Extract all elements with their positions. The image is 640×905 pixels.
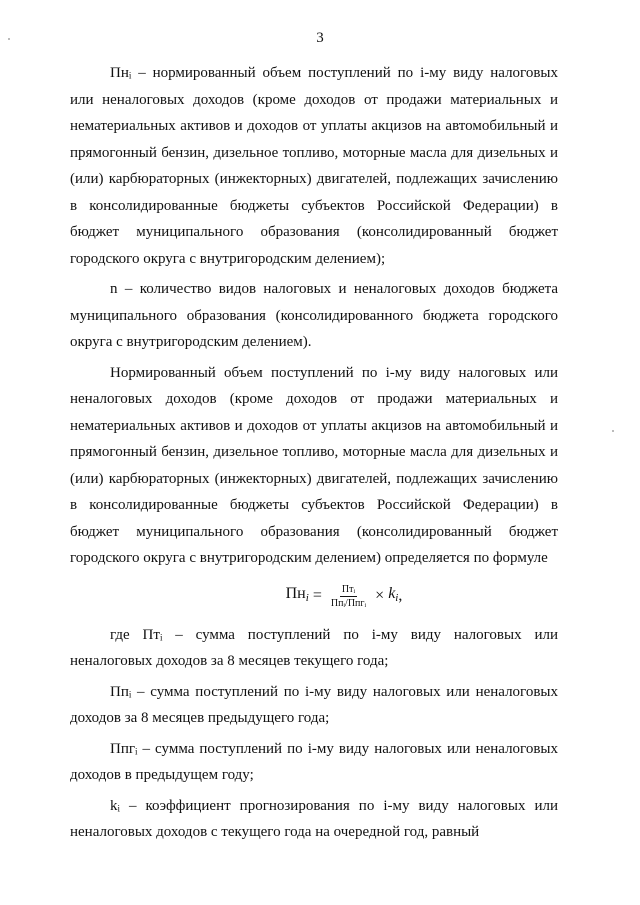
body-text (70, 60, 558, 850)
formula-k: $k_i$ (388, 585, 399, 605)
formula-comma: , (398, 587, 403, 605)
formula-numerator: Птᵢ (341, 584, 356, 595)
formula-times: × (375, 587, 385, 605)
definition-pp: Ппᵢ – сумма поступлений по i-му виду налоговых или неналоговых доходов за 8 месяцев предыдущего года; (70, 683, 558, 726)
paragraph-normalized-volume: Нормированный объем поступлений по i-му виду налоговых или неналоговых доходов (кроме доходов от продажи материальных и нематериальных активов и доходов от уплаты акцизов на автомобильный и прямогонный бензин, дизельное топливо, моторные масла для дизельных и (или) карбюраторных (инжекторных) двигателей, подлежащих зачислению в консолидированные бюджеты субъектов Российской Федерации) в бюджет муниципального образования (консолидированный бюджет городского округа с внутригородским делением) определяется по формуле (70, 364, 558, 566)
formula-equals: = (312, 587, 322, 605)
scan-speck (612, 430, 614, 432)
paragraph-n-definition: n – количество видов налоговых и неналоговых доходов бюджета муниципального образования (консолидированного бюджета городского округа с внутригородским делением). (70, 281, 558, 350)
formula-denominator: Ппᵢ/Ппгᵢ (330, 598, 367, 609)
paragraph-pn-definition: Пнᵢ – нормированный объем поступлений по i-му виду налоговых или неналоговых доходов (кроме доходов от продажи материальных и нематериальных активов и доходов от уплаты акцизов на автомобильный и прямогонный бензин, дизельное топливо, моторные масла для дизельных и (или) карбюраторных (инжекторных) двигателей, подлежащих зачислению в консолидированные бюджеты субъектов Российской Федерации) в бюджет муниципального образования (консолидированный бюджет городского округа с внутригородским делением); (70, 65, 558, 267)
definition-pt: где Птᵢ – сумма поступлений по i-му виду налоговых или неналоговых доходов за 8 месяцев текущего года; (70, 626, 558, 669)
formula-fraction (331, 584, 366, 609)
formula-lhs: $Пн_i$ (285, 585, 309, 605)
page-number: 3 (316, 30, 324, 46)
definition-k: kᵢ – коэффициент прогнозирования по i-му виду налоговых или неналоговых доходов с текущего года на очередной год, равный (70, 797, 558, 840)
definition-ppg: Ппгᵢ – сумма поступлений по i-му виду налоговых или неналоговых доходов в предыдущем году; (70, 740, 558, 783)
formula (70, 574, 558, 620)
